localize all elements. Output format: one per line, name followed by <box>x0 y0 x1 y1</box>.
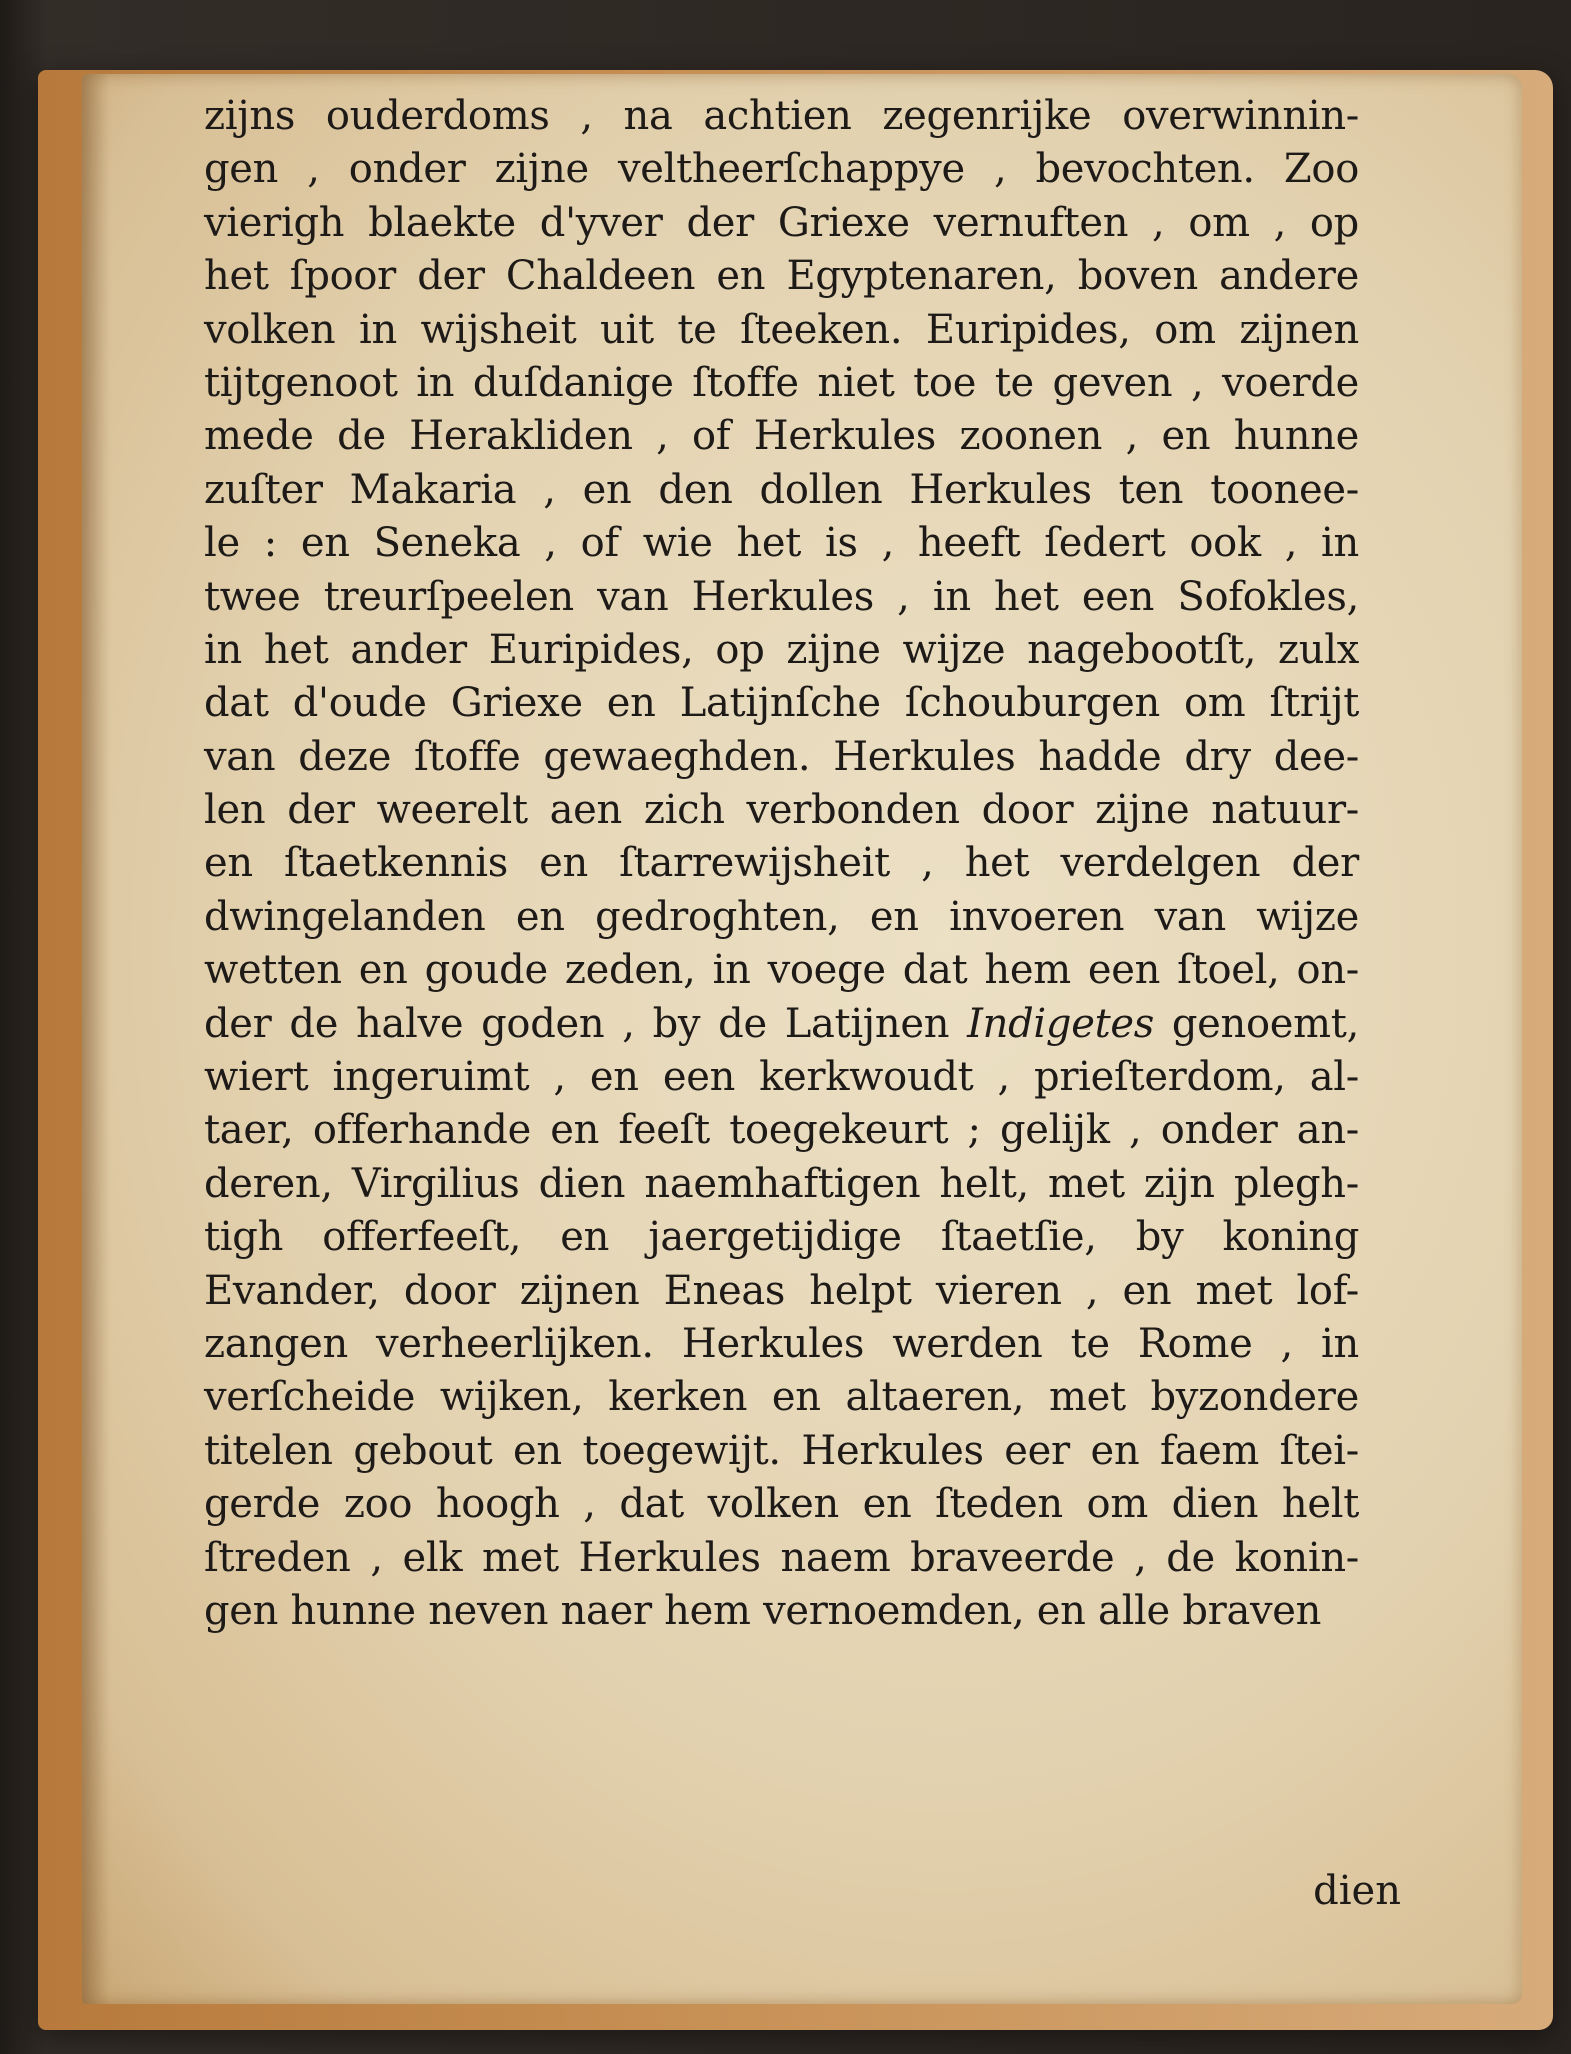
catchword: dien <box>1313 1868 1401 1914</box>
text-line: len der weerelt aen zich verbonden door zijne natuur- <box>204 787 1359 834</box>
text-line: zangen verheerlijken. Herkules werden te Rome , in <box>204 1320 1359 1367</box>
text-line: taer, offerhande en feeſt toegekeurt ; gelijk , onder an- <box>204 1107 1359 1154</box>
text-line: het ſpoor der Chaldeen en Egyptenaren, boven andere <box>204 253 1359 300</box>
text-line: en ſtaetkennis en ſtarrewijsheit , het verdelgen der <box>204 840 1359 887</box>
text-line: dat d'oude Griexe en Latijnſche ſchouburgen om ſtrijt <box>204 680 1359 727</box>
text-line: vierigh blaekte d'yver der Griexe vernuften , om , op <box>204 199 1359 246</box>
italic-term: Indigetes <box>967 1000 1154 1047</box>
text-line: wetten en goude zeden, in voege dat hem een ſtoel, on- <box>204 947 1359 994</box>
text-line: le : en Seneka , of wie het is , heeft ſedert ook , in <box>204 520 1359 567</box>
page-text-block <box>204 90 1359 1638</box>
text-line: gen hunne neven naer hem vernoemden, en alle braven <box>204 1587 1322 1634</box>
text-line: twee treurſpeelen van Herkules , in het een Sofokles, <box>204 573 1359 620</box>
text-line: mede de Herakliden , of Herkules zoonen , en hunne <box>204 413 1359 460</box>
text-line: gerde zoo hoogh , dat volken en ſteden om dien helt <box>204 1481 1359 1528</box>
text-line: wiert ingeruimt , en een kerkwoudt , prieſterdom, al- <box>204 1054 1359 1101</box>
text-line: deren, Virgilius dien naemhaftigen helt, met zijn plegh- <box>204 1160 1359 1207</box>
text-line: tigh offerfeeſt, en jaergetijdige ſtaetſie, by koning <box>204 1214 1359 1261</box>
text-line: dwingelanden en gedroghten, en invoeren van wijze <box>204 893 1359 940</box>
text-line: ſtreden , elk met Herkules naem braveerde , de konin- <box>204 1534 1359 1581</box>
text-line: verſcheide wijken, kerken en altaeren, met byzondere <box>204 1374 1359 1421</box>
text-line: in het ander Euripides, op zijne wijze nagebootſt, zulx <box>204 626 1359 673</box>
text-line: zuſter Makaria , en den dollen Herkules ten toonee- <box>204 466 1359 513</box>
text-line: tijtgenoot in duſdanige ſtoffe niet toe te geven , voerde <box>204 359 1359 406</box>
page-gutter-shadow <box>82 74 110 2004</box>
text-line: zijns ouderdoms , na achtien zegenrijke overwinnin- <box>204 93 1359 139</box>
text-segment: genoemt, <box>1153 1000 1359 1047</box>
text-line: titelen gebout en toegewijt. Herkules eer en faem ſtei- <box>204 1427 1359 1474</box>
text-line: van deze ſtoffe gewaeghden. Herkules hadde dry dee- <box>204 733 1359 780</box>
text-line: Evander, door zijnen Eneas helpt vieren , en met lof- <box>204 1267 1359 1314</box>
text-line-with-italic <box>204 998 1359 1051</box>
text-segment: der de halve goden , by de Latijnen <box>204 1000 968 1047</box>
text-line: volken in wijsheit uit te ſteeken. Euripides, om zijnen <box>204 306 1359 353</box>
text-line: gen , onder zijne veltheerſchappye , bevochten. Zoo <box>204 146 1359 193</box>
